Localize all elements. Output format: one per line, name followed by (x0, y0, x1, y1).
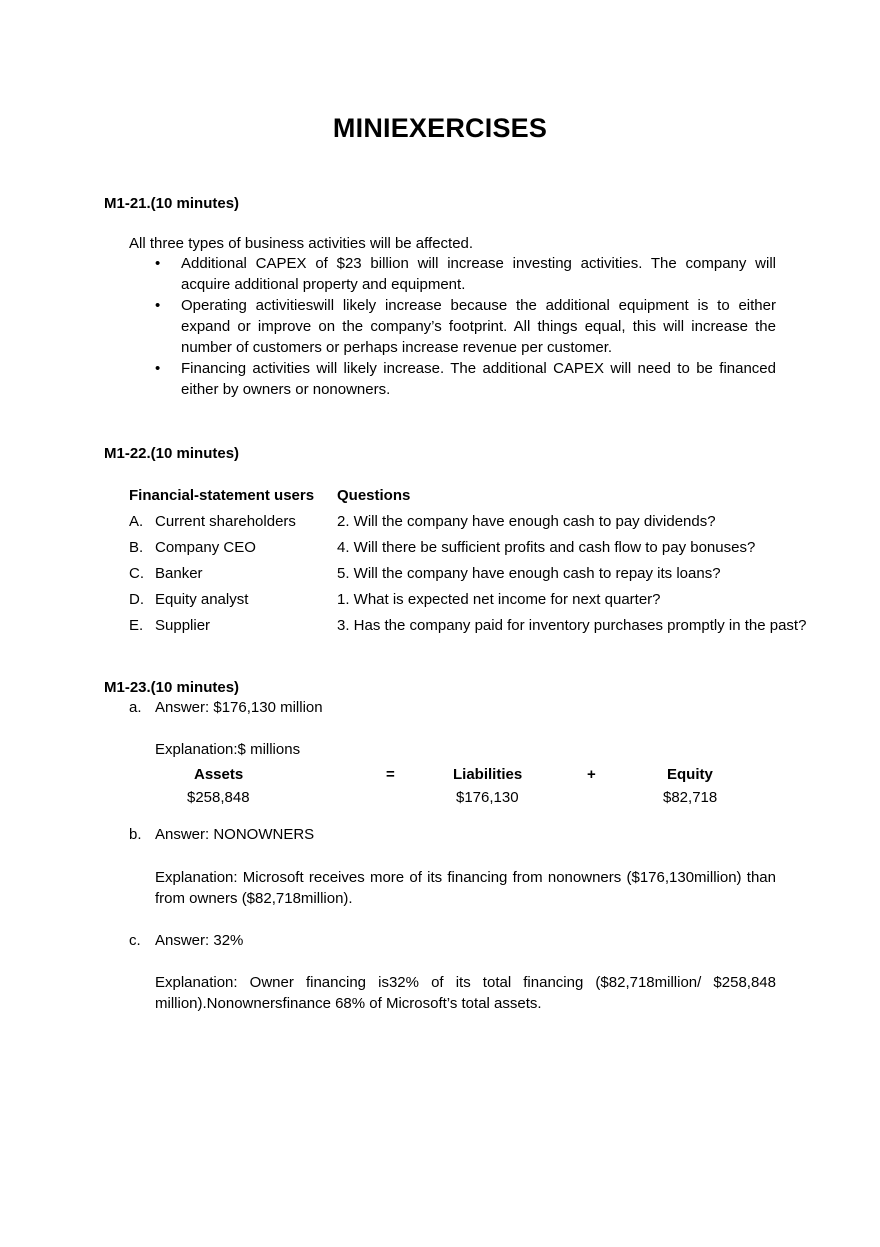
m1-21-bullet-list (155, 253, 776, 400)
assets-label: Assets (194, 766, 244, 783)
row-question: 3. Has the company paid for inventory purchases promptly in the past? (337, 617, 807, 634)
table-row (129, 539, 806, 565)
row-question: 1. What is expected net income for next quarter? (337, 591, 661, 608)
bullet-text: Additional CAPEX of $23 billion will increase investing activities. The company will acquire additional property and equipment. (181, 255, 776, 293)
part-b-letter: b. (129, 826, 142, 843)
row-letter: E. (129, 617, 144, 634)
m1-22-heading: M1-22.(10 minutes) (104, 445, 240, 462)
equals-sign: = (386, 766, 395, 783)
table-row (129, 617, 806, 643)
list-item (155, 295, 776, 358)
bullet-text: Operating activitieswill likely increase because the additional equipment is to either expand or improve on the company’s footprint. All things equal, this will increase the number of customers or perhaps increase revenue per customer. (181, 297, 776, 356)
row-user: Supplier (155, 617, 211, 634)
bullet-icon: • (155, 297, 161, 314)
table-row (129, 513, 806, 539)
row-letter: C. (129, 565, 144, 582)
row-user: Company CEO (155, 539, 256, 556)
bullet-text: Financing activities will likely increase. The additional CAPEX will need to be financed either by owners or nonowners. (181, 360, 776, 398)
liabilities-value: $176,130 (456, 789, 519, 806)
questions-column-header: Questions (337, 487, 411, 504)
table-row (129, 565, 806, 591)
row-letter: B. (129, 539, 144, 556)
part-a-explanation: Explanation:$ millions (155, 741, 301, 758)
part-c-answer: Answer: 32% (155, 932, 244, 949)
row-user: Banker (155, 565, 203, 582)
bullet-icon: • (155, 360, 161, 377)
part-a-answer: Answer: $176,130 million (155, 699, 323, 716)
plus-sign: + (587, 766, 596, 783)
assets-value: $258,848 (187, 789, 250, 806)
liabilities-label: Liabilities (453, 766, 523, 783)
list-item (155, 253, 776, 295)
row-question: 2. Will the company have enough cash to pay dividends? (337, 513, 716, 530)
row-user: Current shareholders (155, 513, 296, 530)
equity-label: Equity (667, 766, 713, 783)
part-b-answer: Answer: NONOWNERS (155, 826, 315, 843)
part-a-letter: a. (129, 699, 142, 716)
table-header-row (129, 487, 806, 513)
m1-23-heading: M1-23.(10 minutes) (104, 679, 240, 696)
users-column-header: Financial-statement users (129, 487, 315, 504)
bullet-icon: • (155, 255, 161, 272)
table-row (129, 591, 806, 617)
row-user: Equity analyst (155, 591, 249, 608)
part-b-explanation: Explanation: Microsoft receives more of its financing from nonowners ($176,130million) than from owners ($82,718million). (155, 869, 776, 907)
page-title: MINIEXERCISES (332, 113, 548, 143)
equity-value: $82,718 (663, 789, 718, 806)
m1-21-intro: All three types of business activities will be affected. (129, 235, 474, 252)
row-letter: D. (129, 591, 144, 608)
users-questions-table (129, 487, 806, 643)
row-letter: A. (129, 513, 144, 530)
row-question: 4. Will there be sufficient profits and cash flow to pay bonuses? (337, 539, 756, 556)
m1-21-heading: M1-21.(10 minutes) (104, 195, 240, 212)
part-c-explanation: Explanation: Owner financing is32% of its total financing ($82,718million/ $258,848 million).Nonownersfinance 68% of Microsoft’s total assets. (155, 974, 776, 1012)
part-c-letter: c. (129, 932, 141, 949)
list-item (155, 358, 776, 400)
row-question: 5. Will the company have enough cash to repay its loans? (337, 565, 721, 582)
